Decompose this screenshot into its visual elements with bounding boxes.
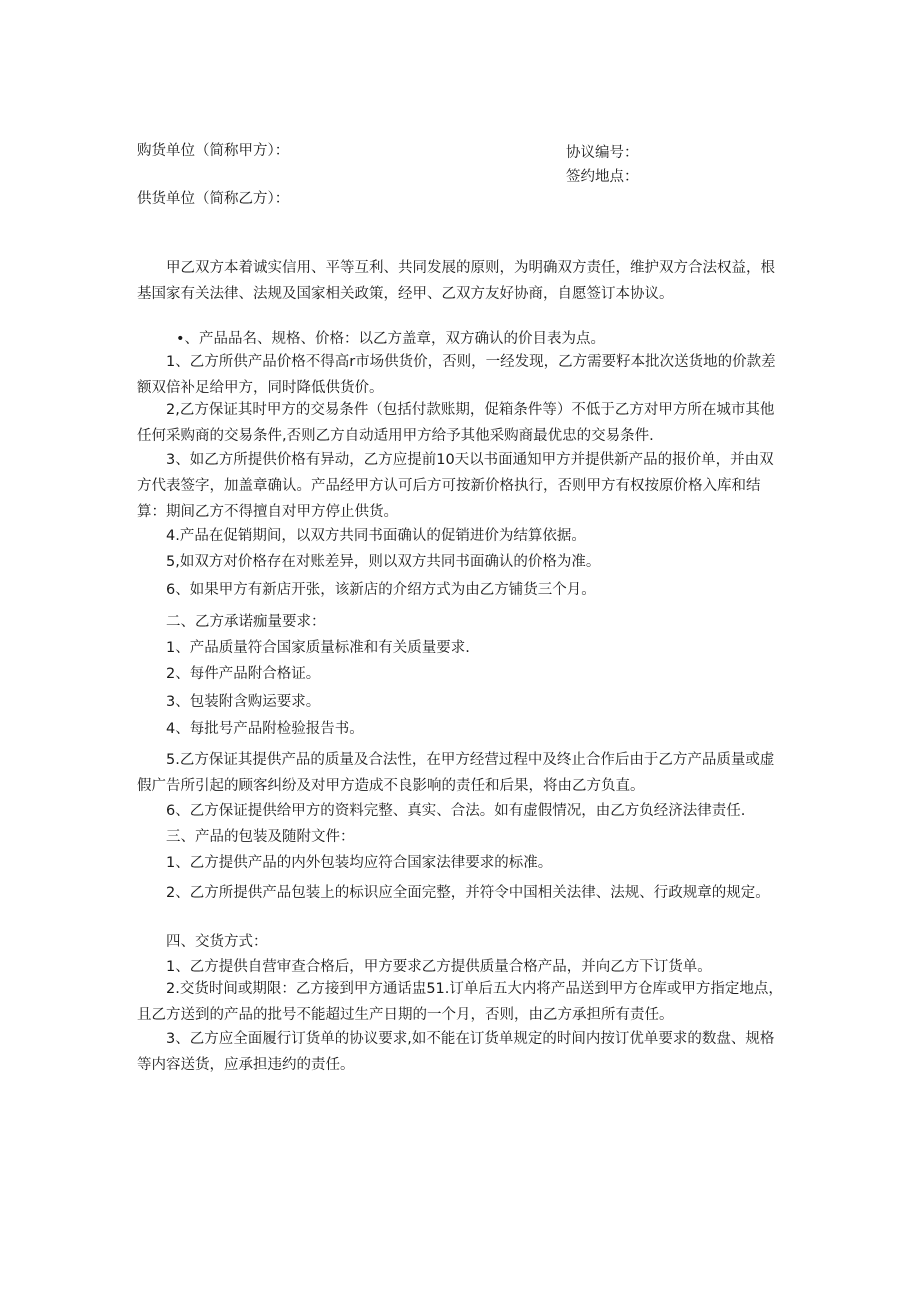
section1-item-6: 6、如果甲方有新店开张，该新店的介绍方式为由乙方铺货三个月。	[166, 582, 596, 598]
section2-item-4: 4、每批号产品附检验报告书。	[166, 721, 364, 737]
agreement-no-label: 协议编号：	[566, 145, 639, 161]
section1-item-3: 3、如乙方所提供价格有异动，乙方应提前10天以书面通知甲方并提供新产品的报价单，并由双方代表签字，加盖章确认。产品经甲方认可后方可按新价格执行，否则甲方有权按原价格入库和结算：期间乙方不得擅自对甲方停止供货。	[137, 452, 774, 520]
section1-title: •、产品品名、规格、价格：以乙方盖章，双方确认的价目表为点。	[176, 331, 606, 347]
supplier-label: 供货单位（简称乙方）：	[137, 191, 290, 207]
section2-title: 二、乙方承诺痂量要求：	[166, 614, 326, 630]
section3-item-2: 2、乙方所提供产品包装上的标识应全面完整，并符令中国相关法律、法规、行政规章的规定。	[166, 885, 770, 901]
section1-item-2: 2,乙方保证其时甲方的交易条件（包括付款账期，促箱条件等）不低于乙方对甲方所在城市其他任何采购商的交易条件,否则乙方自动适用甲方给予其他采购商最优忠的交易条件.	[137, 402, 775, 444]
intro-paragraph: 甲乙双方本着诚实信用、平等互利、共同发展的原则，为明确双方责任，维护双方合法权益，根基国家有关法律、法规及国家相关政策，经甲、乙双方友好协商，自愿签订本协议。	[137, 260, 775, 302]
buyer-label: 购货单位（简称甲方）：	[137, 143, 290, 159]
section2-item-6: 6、乙方保证提供给甲方的资料完整、真实、合法。如有虚假情况，由乙方负经济法律责任.	[166, 803, 746, 819]
section2-item-5: 5.乙方保证其提供产品的质量及合法性，在甲方经营过程中及终止合作后由于乙方产品质量或虚假广告所引起的顾客纠纷及对甲方造成不良影响的责任和后果，将由乙方负直。	[137, 752, 775, 794]
section1-item-5: 5,如双方对价格存在对账差异，则以双方共同书面确认的价格为准。	[166, 554, 601, 570]
section2-item-1: 1、产品质量符合国家质量标准和有关质量要求.	[166, 640, 470, 656]
section2-item-2: 2、每件产品附合格证。	[166, 666, 321, 682]
section4-item-1: 1、乙方提供自营审查合格后，甲方要求乙方提供质量合格产品，并向乙方下订货单。	[166, 959, 712, 975]
section2-item-3: 3、包装附含购运要求。	[166, 694, 321, 710]
section3-item-1: 1、乙方提供产品的内外包装均应符合国家法律要求的标准。	[166, 855, 553, 871]
section4-item-3: 3、乙方应全面履行订货单的协议要求,如不能在订货单规定的时间内按订优单要求的数盘、规格等内容送货，应承担违约的责任。	[137, 1031, 775, 1073]
section3-title: 三、产品的包装及随附文件：	[166, 829, 355, 845]
section4-item-2: 2.交货时间或期限：乙方接到甲方通话盅51.订单后五大内将产品送到甲方仓库或甲方指定地点，且乙方送到的产品的批号不能超过生产日期的一个月，否则，由乙方承担所有责任。	[137, 981, 783, 1023]
section1-item-1: 1、乙方所供产品价格不得高r市场供货价，否则，一经发现，乙方需要籽本批次送货地的价款差额双倍补足给甲方，同时降低供货价。	[137, 354, 776, 396]
section4-title: 四、交货方式：	[166, 934, 268, 950]
section1-item-4: 4.产品在促销期间，以双方共同书面确认的促销进价为结算依据。	[166, 528, 586, 544]
sign-place-label: 签约地点：	[566, 169, 639, 185]
